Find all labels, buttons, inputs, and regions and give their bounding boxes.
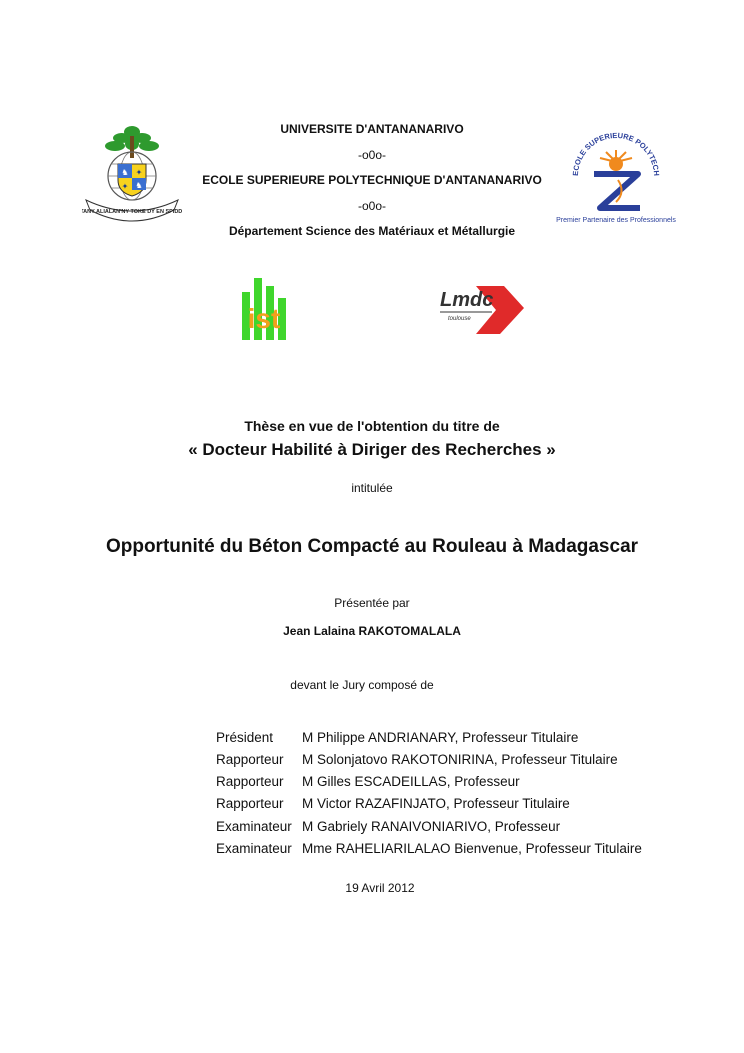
university-name: UNIVERSITE D'ANTANANARIVO <box>280 122 464 136</box>
separator: -o0o- <box>357 148 386 162</box>
department-name: Département Science des Matériaux et Métallurgie <box>228 224 516 238</box>
svg-text:Premier Partenaire des Profess: Premier Partenaire des Professionnels <box>556 217 676 224</box>
lmdc-logo <box>436 282 526 336</box>
jury-role: Examinateur <box>216 841 292 856</box>
jury-role: Président <box>216 730 274 745</box>
school-name: ECOLE SUPERIEURE POLYTECHNIQUE D'ANTANANARIVO <box>202 173 542 187</box>
ist-logo <box>238 276 290 342</box>
jury-role: Rapporteur <box>216 752 284 767</box>
jury-member: M Victor RAZAFINJATO, Professeur Titulaire <box>302 796 570 811</box>
thesis-title: Opportunité du Béton Compacté au Rouleau à Madagascar <box>105 536 639 557</box>
svg-text:ist: ist <box>247 303 281 334</box>
degree-title: « Docteur Habilité à Diriger des Recherches » <box>188 440 556 459</box>
jury-member: Mme RAHELIARILALAO Bienvenue, Professeur Titulaire <box>302 841 642 856</box>
author-name: Jean Lalaina RAKOTOMALALA <box>283 624 461 638</box>
svg-text:✦: ✦ <box>135 168 143 177</box>
jury-role: Examinateur <box>216 819 292 834</box>
thesis-purpose: Thèse en vue de l'obtention du titre de <box>244 418 500 434</box>
svg-text:toulouse: toulouse <box>448 316 471 322</box>
jury-member: M Philippe ANDRIANARY, Professeur Titulaire <box>302 730 579 745</box>
svg-text:✦: ✦ <box>121 182 129 191</box>
jury-intro: devant le Jury composé de <box>290 678 434 692</box>
defense-date: 19 Avril 2012 <box>345 881 415 895</box>
separator: -o0o- <box>357 199 386 213</box>
svg-text:Lmdc: Lmdc <box>440 289 494 311</box>
intitulee-label: intitulée <box>351 481 393 495</box>
jury-role: Rapporteur <box>216 774 284 789</box>
jury-member: M Gilles ESCADEILLAS, Professeur <box>302 774 520 789</box>
jury-role: Rapporteur <box>216 796 284 811</box>
presented-by-label: Présentée par <box>334 596 410 610</box>
jury-member: M Gabriely RANAIVONIARIVO, Professeur <box>302 819 561 834</box>
svg-text:♞: ♞ <box>121 168 129 177</box>
svg-text:♞: ♞ <box>135 181 143 190</box>
svg-text:TANY ALIALAN'NY TOKE DY EN SPI: TANY ALIALAN'NY TOKE DY EN SPIDDI <box>82 209 182 215</box>
jury-member: M Solonjatovo RAKOTONIRINA, Professeur Titulaire <box>302 752 618 767</box>
svg-text:ECOLE SUPERIEURE POLYTECHNIQUE: ECOLE SUPERIEURE POLYTECH <box>570 130 662 177</box>
